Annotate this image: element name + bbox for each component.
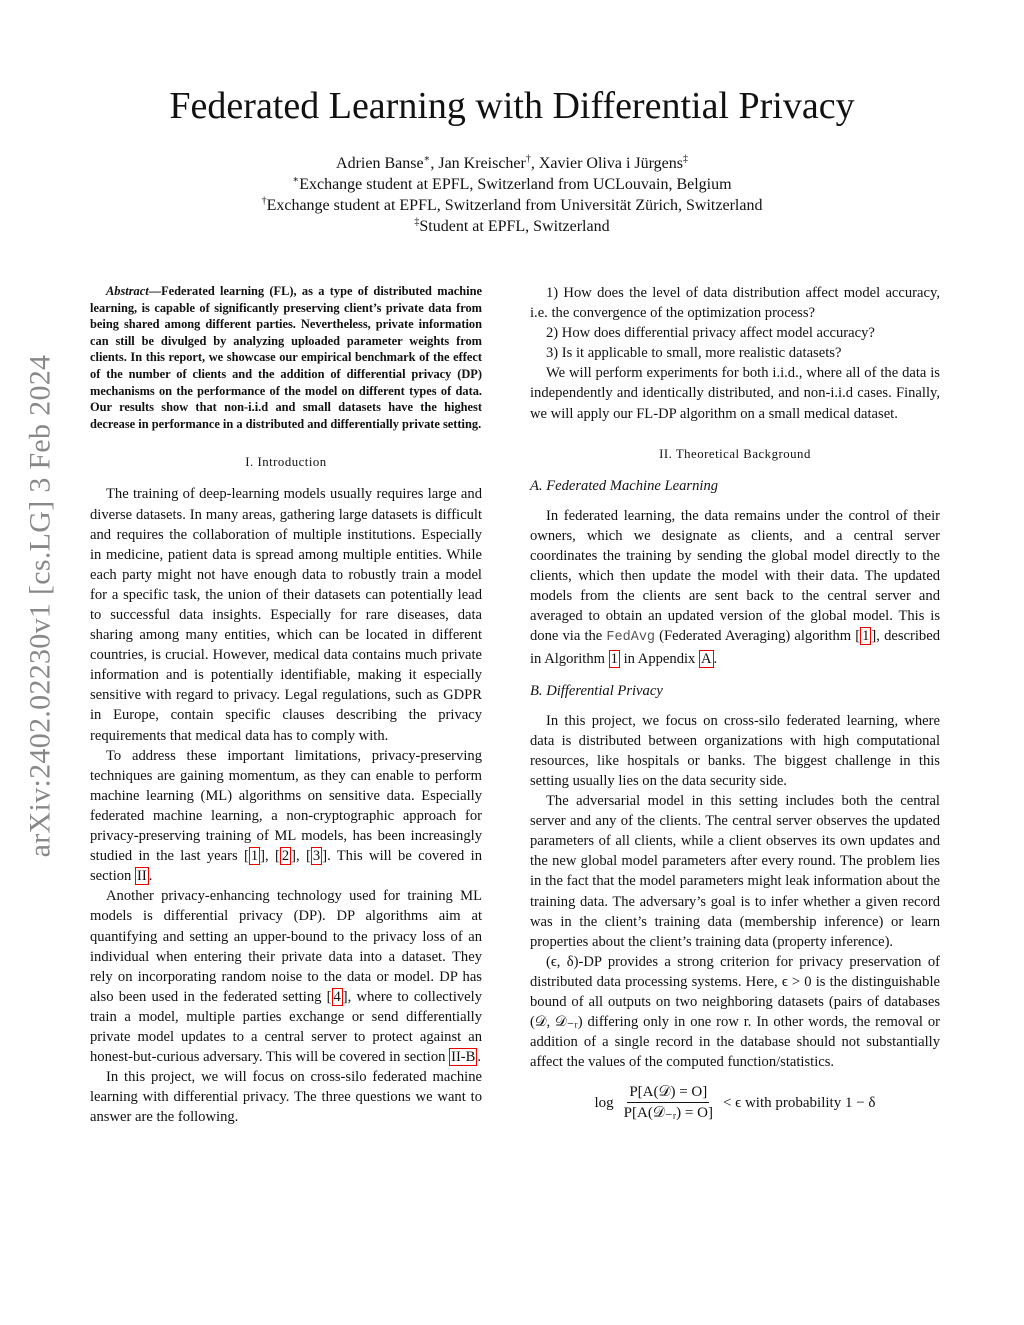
arxiv-id: arXiv:2402.02230v1 [cs.LG] 3 Feb 2024 <box>23 354 57 858</box>
affiliation <box>0 195 1024 216</box>
appendix-link[interactable]: A <box>701 650 712 667</box>
citation-link[interactable]: 4 <box>333 988 341 1005</box>
equation-log: log <box>594 1094 614 1111</box>
text-run: in Appendix <box>619 650 699 667</box>
author-mark: ‡ <box>682 153 688 165</box>
subsection-heading-fml: A. Federated Machine Learning <box>530 477 719 494</box>
citation-link[interactable]: 1 <box>250 848 259 865</box>
text-run: . <box>477 1049 482 1066</box>
affiliation-text: Exchange student at EPFL, Switzerland from Universität Zürich, Switzerland <box>266 197 763 214</box>
text-run: , described in Algorithm <box>530 628 940 667</box>
research-question: 3) Is it applicable to small, more realistic datasets? <box>546 345 842 362</box>
right-column <box>530 283 940 1124</box>
affiliation-mark: † <box>261 195 267 207</box>
equation-rhs: < ϵ with probability 1 − δ <box>722 1094 876 1111</box>
section-heading-introduction: I. Introduction <box>245 455 327 470</box>
algorithm-link[interactable]: 1 <box>610 650 618 667</box>
separator: , <box>430 155 439 172</box>
paragraph: The training of deep-learning models usually requires large and diverse datasets. In many areas, gathering large datasets is difficult and requires the collaboration of multiple institutions. Especially in medicine, patient data is spread among multiple entities. While each party might not have enough data to robustly train a model for a specific task, the union of their datasets can potentially lead to successful data insights. Especially for rare diseases, data sharing among many entities, which can be located in different countries, is crucial. However, medical data contains much private information and is potentially identifiable, making it especially sensitive with regard to privacy. Legal regulations, such as GDPR in Europe, contain specific clauses describing the privacy requirements that medical data has to comply with. <box>90 486 482 744</box>
affiliation <box>0 216 1024 237</box>
left-column <box>90 283 482 1127</box>
paragraph: In this project, we focus on cross-silo federated learning, where data is distributed between organizations with high computational resources, like hospitals or banks. The biggest challenge in this setting usually lies on the data security side. <box>530 712 940 789</box>
separator: , <box>530 155 539 172</box>
paragraph: We will perform experiments for both i.i.d., where all of the data is independently and identically distributed, and non-i.i.d cases. Finally, we will apply our FL-DP algorithm on a small medical dataset. <box>530 365 940 422</box>
section-link[interactable]: II-B <box>451 1049 476 1066</box>
research-question: 1) How does the level of data distribution affect model accuracy, i.e. the convergence of the optimization process? <box>530 285 940 322</box>
abstract-label: Abstract <box>106 284 149 298</box>
author-line <box>0 153 1024 174</box>
text-run: , <box>265 848 275 865</box>
text-run: , where to collectively train a model, multiple parties exchange or send differentially private model updates to a central server to protect against an honest-but-curious adversary. This will be covered in section <box>90 988 483 1066</box>
affiliation <box>0 174 1024 195</box>
text-run: To address these important limitations, privacy-preserving techniques are gaining momentum, as they can enable to perform machine learning (ML) algorithms on sensitive data. Especially federated machine learning, a non-cryptographic approach for privacy-preserving training of ML models, has been increasingly studied in the last years <box>90 747 482 865</box>
text-run: . This will be covered in section <box>90 848 482 885</box>
subsection-heading-dp: B. Differential Privacy <box>530 682 663 699</box>
author-block <box>0 153 1024 237</box>
citation-link[interactable]: 2 <box>281 848 290 865</box>
author-name: Xavier Oliva i Jürgens <box>538 155 683 172</box>
abstract <box>90 283 482 432</box>
author-name: Adrien Banse <box>336 155 424 172</box>
paragraph: In this project, we will focus on cross-silo federated machine learning with differential privacy. The three questions we want to answer are the following. <box>90 1069 482 1126</box>
author-mark: ∗ <box>423 153 431 165</box>
text-run: , <box>296 848 307 865</box>
affiliation-text: Student at EPFL, Switzerland <box>419 218 610 235</box>
text-run: (Federated Averaging) algorithm <box>655 628 856 645</box>
affiliation-text: Exchange student at EPFL, Switzerland from UCLouvain, Belgium <box>299 176 732 193</box>
text-run: Another privacy-enhancing technology used for training ML models is differential privacy (DP). DP algorithms aim at quantifying and setting an upper-bound to the privacy loss of an individual when entering their private data into a dataset. They rely on incorporating random noise to the data or model. DP has also been used in the federated setting <box>90 888 482 1005</box>
code-fedavg: FedAvg <box>606 630 656 646</box>
equation-fraction <box>622 1082 715 1123</box>
affiliation-mark: ‡ <box>414 216 420 228</box>
paragraph: The adversarial model in this setting includes both the central server and any of the clients. The central server observes the updated parameters of all clients, while a client observes its own updates and the new global model parameters after every round. The problem lies in the fact that the model parameters might leak information about the training data. The adversary’s goal is to infer whether a given record was in the client’s training data (membership inference) or learn properties about the client’s training data (property inference). <box>530 793 940 950</box>
paper-title: Federated Learning with Differential Privacy <box>169 85 855 127</box>
equation-denominator: P[A(𝒟₋ᵣ) = O] <box>623 1105 713 1122</box>
paragraph: In federated learning, the data remains under the control of their owners, which we designate as clients, and a central server coordinates the training by sending the global model directly to the clients, which then update the model with their data. The updated models from the clients are sent back to the central server and averaged to obtain an updated version of the global model. This is done via the FedAvg (Federated Averaging) algorithm [ 1 ], described in Algorithm 1 in Appendix A . <box>530 507 940 667</box>
section-heading-background: II. Theoretical Background <box>659 446 811 461</box>
arxiv-sidebar <box>4 246 76 966</box>
section-link[interactable]: II <box>137 868 147 885</box>
dp-equation <box>530 1082 940 1123</box>
paragraph: (ϵ, δ)-DP provides a strong criterion for privacy preservation of distributed data processing systems. Here, ϵ > 0 is the distinguishable bound of all outputs on two neighboring datasets (pairs of databases (𝒟, 𝒟₋ᵣ) differing only in one row r. In other words, the removal or addition of a single record in the database should not substantially affect the values of the computed function/statistics. <box>530 953 940 1071</box>
paragraph: Another privacy-enhancing technology used for training ML models is differential privacy (DP). DP algorithms aim at quantifying and setting an upper-bound to the privacy loss of an individual when entering their private data into a dataset. They rely on incorporating random noise to the data or model. DP has also been used in the federated setting [ 4 ], where to collectively train a model, multiple parties exchange or send differentially private model updates to a central server to protect against an honest-but-curious adversary. This will be covered in section II-B . <box>90 888 483 1066</box>
abstract-text: —Federated learning (FL), as a type of distributed machine learning, is capable of significantly preserving client’s private data from being shared among different parties. Nevertheless, private information can still be divulged by analyzing uploaded parameter weights from clients. In this report, we showcase our empirical benchmark of the effect of the number of clients and the addition of differential privacy (DP) mechanisms on the performance of the model on different types of data. Our results show that non-i.i.d and small datasets have the highest decrease in performance in a distributed and differentially private setting. <box>90 284 482 431</box>
paragraph: To address these important limitations, privacy-preserving techniques are gaining momentum, as they can enable to perform machine learning (ML) algorithms on sensitive data. Especially federated machine learning, a non-cryptographic approach for privacy-preserving training of ML models, has been increasingly studied in the last years [ 1 ], [ 2 ], [ 3 ]. This will be covered in section II . <box>90 747 482 885</box>
affiliation-mark: ∗ <box>292 174 300 186</box>
author-name: Jan Kreischer <box>438 155 526 172</box>
text-run: . <box>713 650 718 667</box>
equation-numerator: P[A(𝒟) = O] <box>627 1082 709 1103</box>
citation-link[interactable]: 1 <box>862 628 870 645</box>
author-mark: † <box>525 153 531 165</box>
text-run: . <box>148 868 153 885</box>
citation-link[interactable]: 3 <box>312 848 321 865</box>
text-run: In federated learning, the data remains under the control of their owners, which we designate as clients, and a central server coordinates the training by sending the global model directly to the clients, which then update the model with their data. The updated models from the clients are sent back to the central server and averaged to obtain an updated version of the global model. This is done via the <box>530 507 940 645</box>
research-question: 2) How does differential privacy affect model accuracy? <box>546 325 875 342</box>
